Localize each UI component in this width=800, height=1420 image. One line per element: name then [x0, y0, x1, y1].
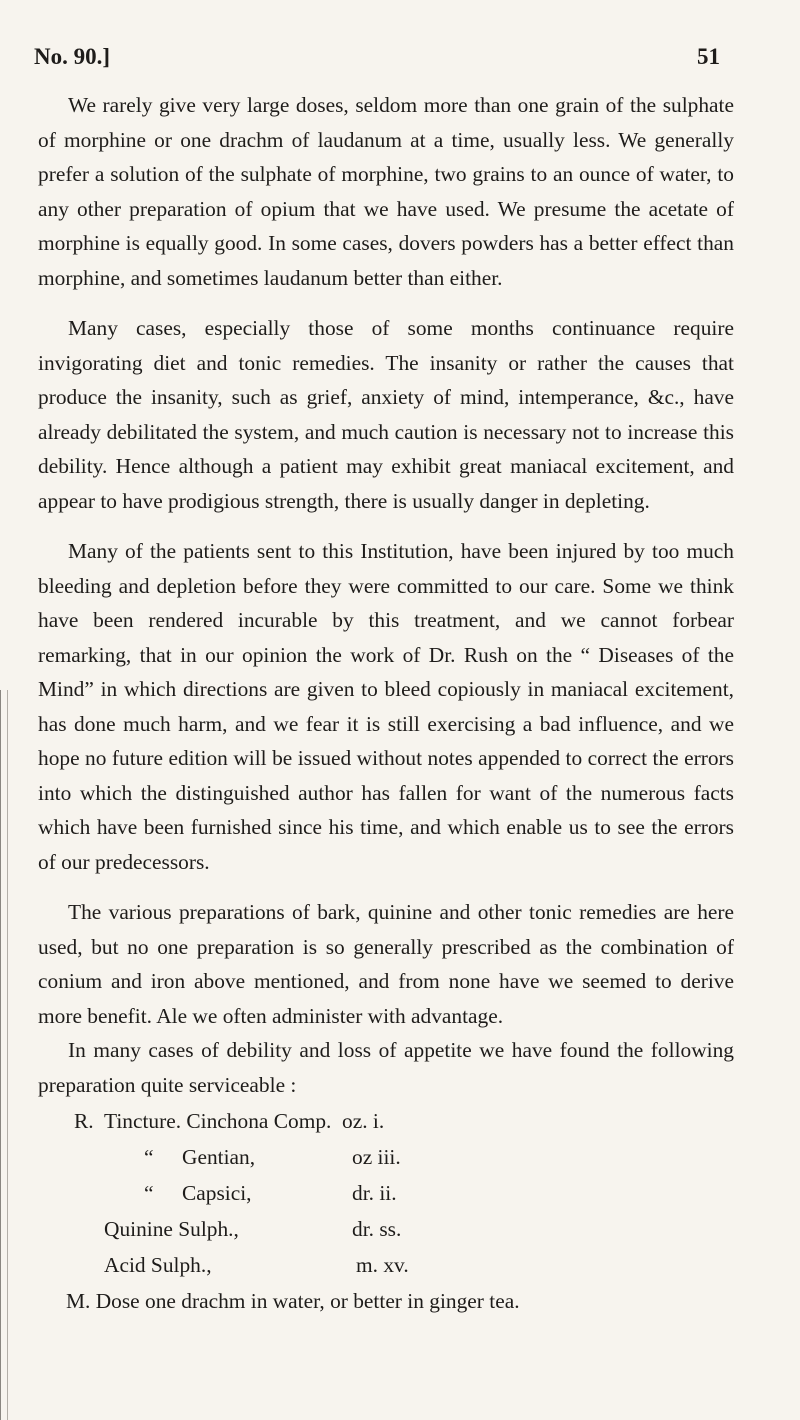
ingredient-quantity: oz. i. [342, 1109, 385, 1133]
paragraph-bark-quinine: The various preparations of bark, quinine and other tonic remedies are here used, but no one preparation is so generally prescribed as the combination of conium and iron above mentioned, and from none have we seemed to derive more benefit. Ale we often administer with advantage. [38, 900, 734, 1028]
ingredient-name: Capsici, [182, 1181, 252, 1205]
ingredient-name: Acid Sulph., [104, 1253, 212, 1277]
running-header [34, 44, 720, 84]
paragraph-depletion: Many of the patients sent to this Institution, have been injured by too much bleeding and depletion before they were committed to our care. Some we think have been rendered incurable by this treatment, and we cannot forbear remarking, that in our opinion the work of Dr. Rush on the “ Diseases of the Mind” in which directions are given to bleed copiously in maniacal excitement, has done much harm, and we fear it is still exercising a bad influence, and we hope no future edition will be issued without notes appended to correct the errors into which the distinguished author has fallen for want of the numerous facts which have been furnished since his time, and which enable us to see the errors of our predecessors. [38, 539, 734, 874]
recipe-prefix: R. [74, 1109, 94, 1133]
ingredient-quantity: dr. ss. [352, 1217, 402, 1241]
ingredient-quantity: dr. ii. [352, 1181, 397, 1205]
page-body [38, 88, 734, 1322]
ingredient-name: Quinine Sulph., [104, 1217, 239, 1241]
prescription-line [38, 1104, 734, 1138]
ingredient-quantity: m. xv. [356, 1253, 409, 1277]
prescription [38, 1104, 734, 1322]
ditto-mark: “ [144, 1145, 154, 1169]
ditto-mark: “ [144, 1181, 154, 1205]
paragraph-debility: In many cases of debility and loss of appetite we have found the following preparation quite serviceable : [38, 1038, 734, 1097]
dosage-directions: M. Dose one drachm in water, or better in ginger tea. [66, 1289, 520, 1313]
prescription-line [38, 1248, 734, 1282]
paragraph-tonic-remedies: Many cases, especially those of some months continuance require invigorating diet and tonic remedies. The insanity or rather the causes that produce the insanity, such as grief, anxiety of mind, intemperance, &c., have already debilitated the system, and much caution is necessary not to increase this debility. Hence although a patient may exhibit great maniacal excitement, and appear to have prodigious strength, there is usually danger in depleting. [38, 316, 734, 513]
page-binding-edge [0, 690, 8, 1420]
prescription-line [38, 1140, 734, 1174]
prescription-line [38, 1284, 734, 1318]
ingredient-name: Gentian, [182, 1145, 256, 1169]
prescription-line [38, 1212, 734, 1246]
ingredient-name: Tincture. Cinchona Comp. [104, 1109, 332, 1133]
page-number: 51 [697, 44, 720, 69]
issue-number: No. 90.] [34, 44, 111, 69]
ingredient-quantity: oz iii. [352, 1145, 401, 1169]
prescription-line [38, 1176, 734, 1210]
paragraph-doses: We rarely give very large doses, seldom more than one grain of the sulphate of morphine or one drachm of laudanum at a time, usually less. We generally prefer a solution of the sulphate of morphine, two grains to an ounce of water, to any other preparation of opium that we have used. We presume the acetate of morphine is equally good. In some cases, dovers powders has a better effect than morphine, and sometimes laudanum better than either. [38, 93, 734, 290]
